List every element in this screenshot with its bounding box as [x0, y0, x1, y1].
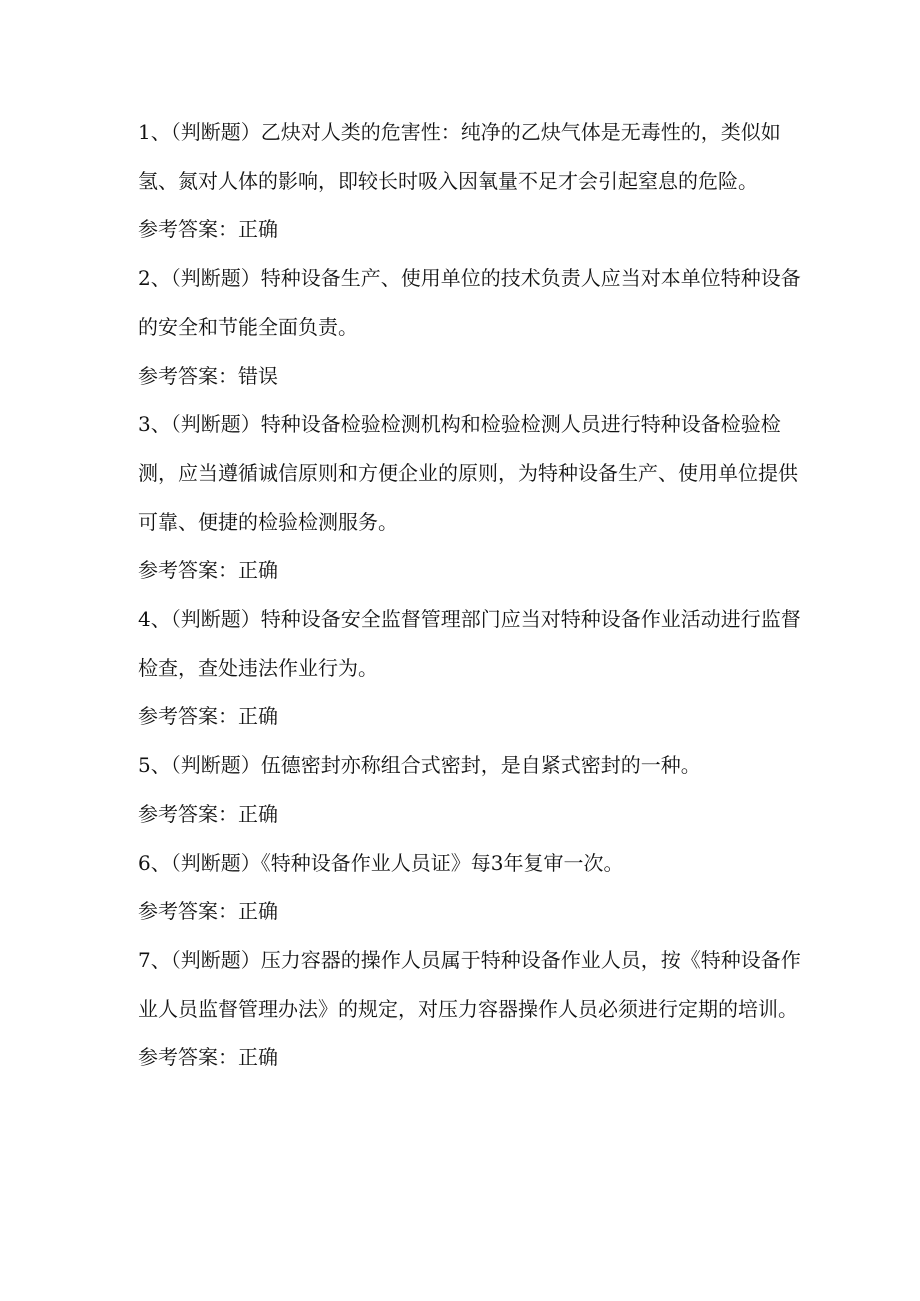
question-2-text: 2、（判断题）特种设备生产、使用单位的技术负责人应当对本单位特种设备的安全和节能全面负责。: [138, 266, 801, 339]
answer-1-text: 参考答案：正确: [138, 217, 278, 242]
answer-3-text: 参考答案：正确: [138, 558, 278, 583]
question-4-text: 4、（判断题）特种设备安全监督管理部门应当对特种设备作业活动进行监督检查，查处违法作业行为。: [138, 607, 801, 680]
answer-5-text: 参考答案：正确: [138, 801, 278, 826]
question-7-text: 7、（判断题）压力容器的操作人员属于特种设备作业人员，按《特种设备作业人员监督管理办法》的规定，对压力容器操作人员必须进行定期的培训。: [138, 947, 801, 1021]
question-3-text: 3、（判断题）特种设备检验检测机构和检验检测人员进行特种设备检验检测，应当遵循诚信原则和方便企业的原则，为特种设备生产、使用单位提供可靠、便捷的检验检测服务。: [138, 412, 798, 534]
question-1-text: 1、（判断题）乙炔对人类的危害性：纯净的乙炔气体是无毒性的，类似如氢、氮对人体的影响，即较长时吸入因氧量不足才会引起窒息的危险。: [138, 120, 781, 193]
answer-7-text: 参考答案：正确: [138, 1045, 278, 1070]
question-list: [138, 108, 803, 1082]
question-5-text: 5、（判断题）伍德密封亦称组合式密封，是自紧式密封的一种。: [138, 753, 701, 778]
answer-4-text: 参考答案：正确: [138, 704, 278, 729]
question-6-text: 6、（判断题）《特种设备作业人员证》每3年复审一次。: [138, 850, 624, 875]
answer-6-text: 参考答案：正确: [138, 899, 278, 924]
answer-2-text: 参考答案：错误: [138, 363, 278, 388]
